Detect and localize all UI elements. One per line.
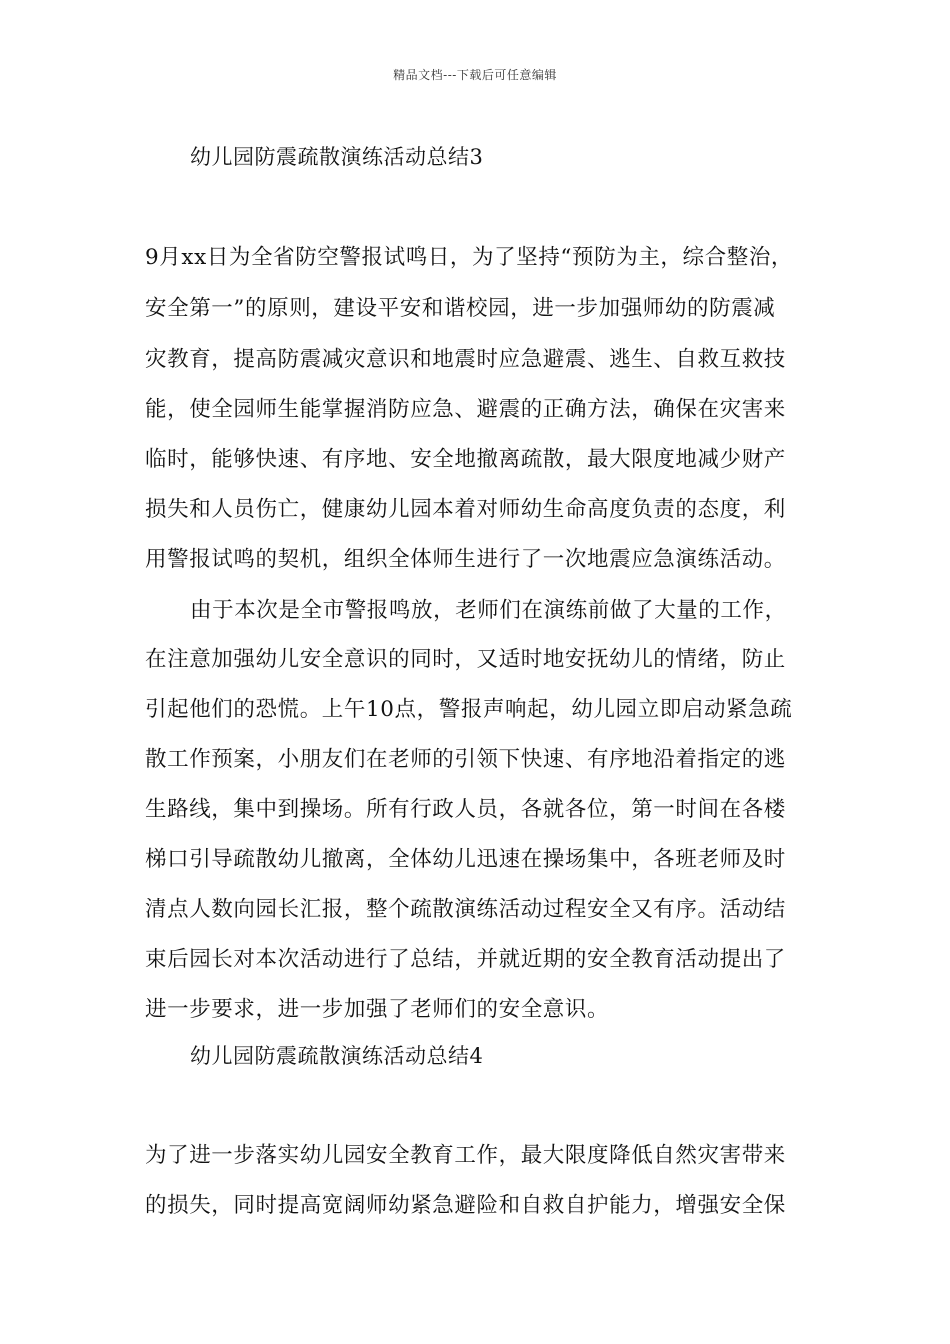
section-heading: 幼儿园防震疏散演练活动总结4 [190,1044,484,1068]
paragraph-line: 临时，能够快速、有序地、安全地撤离疏散，最大限度地减少财产 [145,447,786,472]
paragraph-line: 为了进一步落实幼儿园安全教育工作，最大限度降低自然灾害带来 [145,1143,786,1168]
paragraph-line: 安全第一”的原则，建设平安和谐校园，进一步加强师幼的防震减 [145,296,776,321]
paragraph-line: 生路线，集中到操场。所有行政人员，各就各位，第一时间在各楼 [145,797,786,822]
paragraph-line: 用警报试鸣的契机，组织全体师生进行了一次地震应急演练活动。 [145,547,786,572]
paragraph-line: 能，使全园师生能掌握消防应急、避震的正确方法，确保在灾害来 [145,397,786,422]
paragraph-line: 9月xx日为全省防空警报试鸣日，为了坚持“预防为主，综合整治， [145,245,794,270]
paragraph-line: 引起他们的恐慌。上午10点，警报声响起，幼儿园立即启动紧急疏 [145,697,793,722]
paragraph-line: 梯口引导疏散幼儿撤离，全体幼儿迅速在操场集中，各班老师及时 [145,847,786,872]
paragraph-line: 在注意加强幼儿安全意识的同时，又适时地安抚幼儿的情绪，防止 [145,647,786,672]
paragraph-line: 的损失，同时提高宽阔师幼紧急避险和自救自护能力，增强安全保 [145,1193,786,1218]
paragraph-line: 进一步要求，进一步加强了老师们的安全意识。 [145,997,610,1022]
paragraph-line: 散工作预案，小朋友们在老师的引领下快速、有序地沿着指定的逃 [145,747,786,772]
section-heading: 幼儿园防震疏散演练活动总结3 [190,145,484,169]
paragraph-line: 束后园长对本次活动进行了总结，并就近期的安全教育活动提出了 [145,947,786,972]
page-header: 精品文档---下载后可任意编辑 [393,68,557,82]
paragraph-line: 清点人数向园长汇报，整个疏散演练活动过程安全又有序。活动结 [145,897,786,922]
paragraph-line: 由于本次是全市警报鸣放，老师们在演练前做了大量的工作， [190,598,787,623]
paragraph-line: 灾教育，提高防震减灾意识和地震时应急避震、逃生、自救互救技 [145,347,786,372]
paragraph-line: 损失和人员伤亡，健康幼儿园本着对师幼生命高度负责的态度，利 [145,497,786,522]
